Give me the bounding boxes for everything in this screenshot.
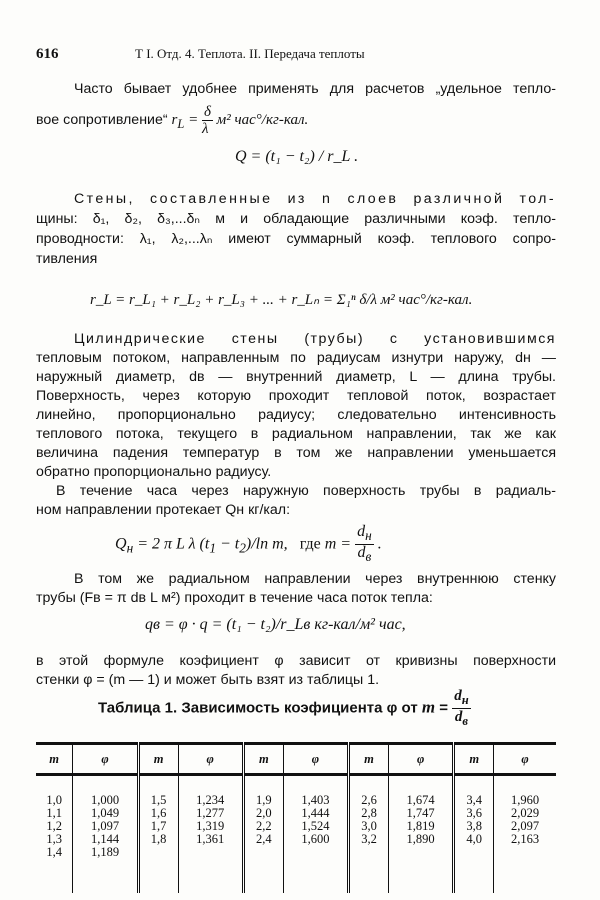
table-column bbox=[36, 775, 73, 894]
column-header-m: m bbox=[138, 744, 178, 775]
table-cell: 2,029 bbox=[511, 806, 540, 820]
table-cell: 3,0 bbox=[361, 819, 377, 833]
text-line: наружный диаметр, dв — внутренний диаметр, L — длина трубы. bbox=[36, 369, 556, 385]
table-cell: 1,361 bbox=[196, 832, 225, 846]
table-column bbox=[73, 775, 138, 894]
table-cell: 1,4 bbox=[46, 845, 62, 859]
table-cell: 1,0 bbox=[46, 793, 62, 807]
table-cell: 2,8 bbox=[361, 806, 377, 820]
table-cell: 1,7 bbox=[150, 819, 167, 833]
table-cell: 1,1 bbox=[46, 806, 62, 820]
table-cell: 1,097 bbox=[90, 819, 120, 833]
table-cell: 1,819 bbox=[406, 819, 435, 833]
table-cell: 1,524 bbox=[301, 819, 330, 833]
column-header-phi: φ bbox=[73, 744, 138, 775]
page-number: 616 bbox=[36, 46, 59, 62]
text-line: вое сопротивление“ $r_L$ = $\frac{\delta}{\lambda}$ м² час°/кг-кал. bbox=[36, 104, 309, 137]
table-cell: 1,403 bbox=[301, 793, 330, 807]
table-cell: 1,444 bbox=[301, 806, 330, 820]
table-cell: 1,144 bbox=[90, 832, 120, 846]
text-line: тивления bbox=[36, 251, 98, 267]
table-cell: 1,600 bbox=[301, 832, 330, 846]
table-cell: 3,8 bbox=[466, 819, 483, 833]
table-cell: 3,4 bbox=[466, 793, 483, 807]
text-line: ном направлении протекает Qн кг/кал: bbox=[36, 502, 291, 518]
column-header-phi: φ bbox=[283, 744, 348, 775]
table-cell: 1,3 bbox=[46, 832, 62, 846]
text-line: Цилиндрические стены (трубы) с установившимся bbox=[74, 331, 556, 347]
table-cell: 1,189 bbox=[90, 845, 120, 859]
table-cell: 2,2 bbox=[255, 819, 272, 833]
table-cell: 1,8 bbox=[150, 832, 167, 846]
text-line: щины: δ₁, δ₂, δ₃,...δₙ м и обладающие различными коэф. тепло- bbox=[36, 211, 556, 227]
text-line: трубы (Fв = π dв L м²) проходит в течение часа поток тепла: bbox=[36, 590, 433, 606]
table-cell: 2,6 bbox=[361, 793, 377, 807]
text-line: стенки φ = (m — 1) и может быть взят из таблицы 1. bbox=[36, 672, 380, 688]
text-line: обратно пропорционально радиусу. bbox=[36, 464, 272, 480]
formula-q: Q = (t₁ − t₂) / r_L . bbox=[235, 148, 359, 165]
table-title: Таблица 1. Зависимость коэфициента φ от m = $\frac{d_н}{d_в}$ bbox=[98, 688, 469, 728]
column-header-m: m bbox=[243, 744, 283, 775]
table-cell: 1,234 bbox=[196, 793, 225, 807]
table-column bbox=[243, 775, 283, 894]
table-cell: 1,890 bbox=[406, 832, 435, 846]
table-cell: 2,163 bbox=[511, 832, 540, 846]
text-line: проводности: λ₁, λ₂,...λₙ имеют суммарный коэф. теплового сопро- bbox=[36, 231, 556, 247]
formula-r-sum: r_L = r_L₁ + r_L₂ + r_L₃ + ... + r_Lₙ = Σ₁ⁿ δ/λ м² час°/кг-кал. bbox=[90, 292, 473, 308]
column-header-m: m bbox=[454, 744, 494, 775]
table-column bbox=[388, 775, 453, 894]
text-line: линейно, пропорционально радиусу; следовательно интенсивность bbox=[36, 407, 556, 423]
table-cell: 3,2 bbox=[361, 832, 377, 846]
table-cell: 1,6 bbox=[150, 806, 167, 820]
table-column bbox=[494, 775, 556, 894]
text-line: Часто бывает удобнее применять для расчетов „удельное тепло- bbox=[74, 81, 556, 97]
table-cell: 2,0 bbox=[255, 806, 272, 820]
text-line: в этой формуле коэфициент φ зависит от кривизны поверхности bbox=[36, 653, 556, 669]
text-line: теплового потока, текущего в радиальном направлении, так же как bbox=[36, 426, 556, 442]
table-cell: 1,2 bbox=[46, 819, 62, 833]
table-cell: 2,4 bbox=[255, 832, 272, 846]
table-cell: 1,674 bbox=[406, 793, 435, 807]
text-line: В течение часа через наружную поверхность трубы в радиаль- bbox=[56, 483, 556, 499]
table-cell: 1,277 bbox=[196, 806, 225, 820]
table-cell: 2,097 bbox=[511, 819, 540, 833]
text-line: тепловым потоком, направленным по радиусам изнутри наружу, dн — bbox=[36, 350, 556, 366]
table-column bbox=[283, 775, 348, 894]
column-header-phi: φ bbox=[178, 744, 243, 775]
table-column bbox=[178, 775, 243, 894]
table-cell: 3,6 bbox=[466, 806, 483, 820]
formula-q-inner: qв = φ · q = (t₁ − t₂)/r_Lв кг-кал/м² час, bbox=[145, 616, 406, 633]
column-header-phi: φ bbox=[494, 744, 556, 775]
formula-q-outer: $Q_н = 2$ π L λ $(t_1 - t_2)/\ln$ m, где m = $\frac{d_н}{d_в}$ . bbox=[115, 523, 382, 565]
table-header-row bbox=[36, 744, 556, 775]
table-cell: 4,0 bbox=[466, 832, 483, 846]
table-body-row bbox=[36, 775, 556, 894]
text-line: Стены, составленные из n слоев различной тол- bbox=[74, 191, 556, 207]
column-header-m: m bbox=[36, 744, 73, 775]
text-line: Поверхность, через которую проходит тепловой поток, возрастает bbox=[36, 388, 556, 404]
table-cell: 1,319 bbox=[196, 819, 225, 833]
text-line: В том же радиальном направлении через внутреннюю стенку bbox=[74, 571, 556, 587]
table-cell: 1,747 bbox=[406, 806, 435, 820]
table-column bbox=[349, 775, 389, 894]
table-cell: 1,049 bbox=[90, 806, 120, 820]
table-column bbox=[138, 775, 178, 894]
running-title: Т I. Отд. 4. Теплота. II. Передача теплоты bbox=[135, 46, 365, 61]
phi-table bbox=[36, 742, 556, 893]
table-cell: 1,000 bbox=[90, 793, 120, 807]
table-cell: 1,5 bbox=[150, 793, 167, 807]
table-cell: 1,9 bbox=[255, 793, 272, 807]
table-cell: 1,960 bbox=[511, 793, 540, 807]
column-header-phi: φ bbox=[388, 744, 453, 775]
text-line: величина падения температур в том же направлении уменьшается bbox=[36, 445, 556, 461]
column-header-m: m bbox=[349, 744, 389, 775]
table-column bbox=[454, 775, 494, 894]
